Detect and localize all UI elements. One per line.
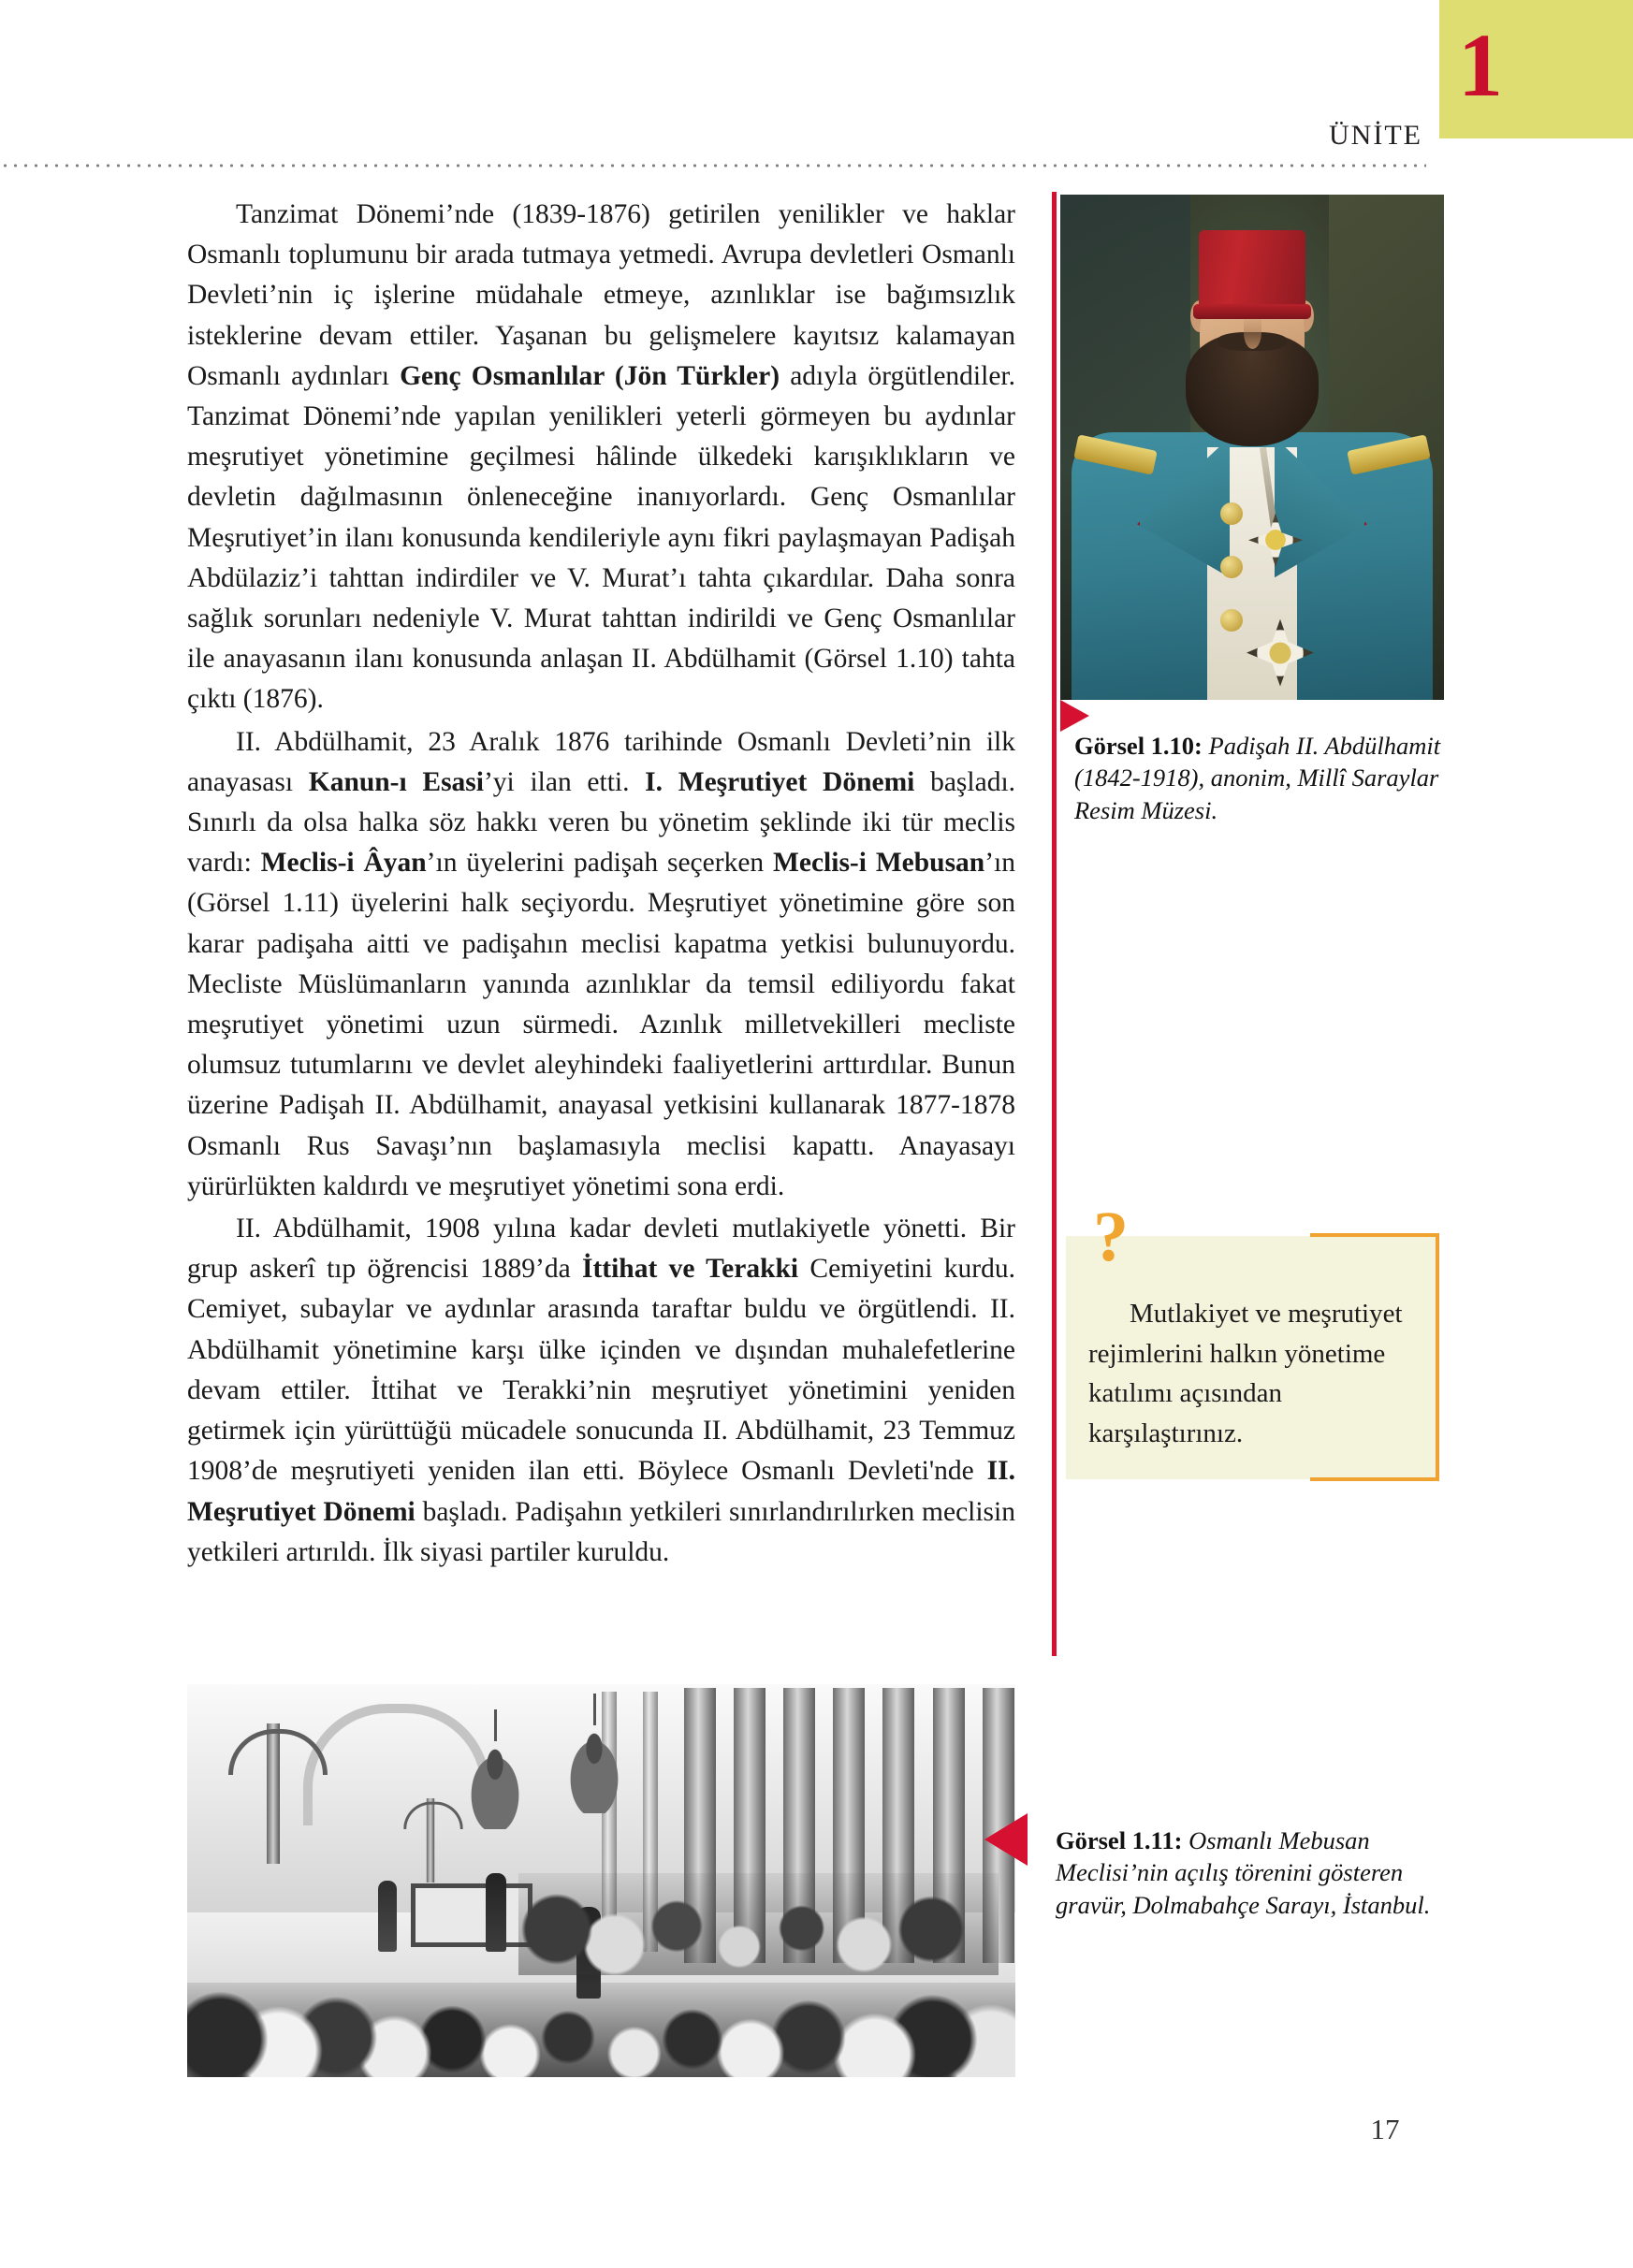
engraving-dais [411,1883,532,1947]
question-mark-icon: ? [1093,1198,1129,1276]
figure-image-gorsel-1-11 [187,1684,1015,2077]
portrait-button-2 [1220,556,1243,578]
unit-label: ÜNİTE [1329,120,1422,151]
engraving-figure-left [378,1881,397,1952]
caption-pointer-triangle-icon-1-11 [984,1813,1028,1866]
figure-image-gorsel-1-10 [1060,195,1444,700]
paragraph-1: Tanzimat Dönemi’nde (1839-1876) getirilen yenilikler ve haklar Osmanlı toplumunu bir arada tutmaya yetmedi. Avrupa devletleri Osmanlı Devleti’nin iç işlerine müdahale etmeye, azınlıklar ise bağımsızlık isteklerine devam ettiler. Yaşanan bu gelişmelere kayıtsız kalamayan Osmanlı aydınları Genç Osmanlılar (Jön Türkler) adıyla örgütlendiler. Tanzimat Dönemi’nde yapılan yenilikleri yeterli görmeyen bu aydınlar meşrutiyet yönetimine geçilmesi hâlinde ülkedeki karışıklıkların ve devletin dağılmasının önleneceğine inanıyorlardı. Genç Osmanlılar Meşrutiyet’in ilanı konusunda kendileriyle aynı fikri paylaşmayan Padişah Abdülaziz’i tahttan indirdiler ve V. Murat’ı tahta çıkardılar. Daha sonra sağlık sorunları nedeniyle V. Murat tahttan indirildi ve Genç Osmanlılar ile anayasanın ilanı konusunda anlaşan II. Abdülhamit (Görsel 1.10) tahta çıktı (1876). [187,199,1015,715]
caption-gorsel-1-10 [1074,730,1449,826]
caption-text-1-10: Padişah II. Abdülhamit (1842-1918), anonim, Millî Saraylar Resim Müzesi. [1074,732,1441,824]
engraving-candelabra-left [228,1723,318,1864]
engraving-candelabra-mid [404,1798,459,1883]
engraving-crowd-foreground [187,1983,1015,2077]
unit-number: 1 [1458,15,1503,115]
portrait-button-3 [1220,609,1243,632]
caption-label-1-10: Görsel 1.10: [1074,732,1203,760]
paragraph-3: II. Abdülhamit, 1908 yılına kadar devleti mutlakiyetle yönetti. Bir grup askerî tıp öğrencisi 1889’da İttihat ve Terakki Cemiyetini kurdu. Cemiyet, subaylar ve aydınlar arasında taraftar buldu ve örgütlendi. II. Abdülhamit yönetimine karşı ülke içinden ve dışından muhalefetlerine devam ettiler. İttihat ve Terakki’nin meşrutiyet yönetimini yeniden getirmek için yürüttüğü mücadele sonucunda II. Abdülhamit, 23 Temmuz 1908’de meşrutiyeti yeniden ilan etti. Böylece Osmanlı Devleti'nde II. Meşrutiyet Dönemi başladı. Padişahın yetkileri sınırlandırılırken meclisin yetkileri artırıldı. İlk siyasi partiler kuruldu. [187,1214,1016,1567]
portrait-abdulhamit-ii-illustration [1060,195,1444,700]
caption-text-1-11: Osmanlı Mebusan Meclisi’nin açılış törenini gösteren gravür, Dolmabahçe Sarayı, İstanbul. [1056,1826,1431,1919]
portrait-fez-hat [1199,230,1305,311]
page-number: 17 [1370,2113,1400,2145]
header-dotted-rule [0,164,1426,167]
main-text-column [187,195,1015,1575]
vertical-red-divider [1052,192,1057,1656]
portrait-nose [1244,315,1261,349]
engraving-crowd-middle [518,1873,999,1975]
question-box-text: Mutlakiyet ve meşrutiyet rejimlerini halkın yönetime katılımı açısından karşılaştırınız. [1088,1299,1403,1448]
engraving-figure-speaker [486,1873,506,1952]
engraving-chandelier-1 [460,1739,530,1829]
caption-label-1-11: Görsel 1.11: [1056,1826,1183,1854]
paragraph-2: II. Abdülhamit, 23 Aralık 1876 tarihinde Osmanlı Devleti’nin ilk anayasası Kanun-ı Esasi’yi ilan etti. I. Meşrutiyet Dönemi başladı. Sınırlı da olsa halka söz hakkı veren bu yönetim şeklinde iki tür meclis vardı: Meclis-i Âyan’ın üyelerini padişah seçerken Meclis-i Mebusan’ın (Görsel 1.11) üyelerini halk seçiyordu. Meşrutiyet yönetimine göre son karar padişaha aitti ve padişahın meclisi kapatma yetkisi bulunuyordu. Mecliste Müslümanların yanında azınlıklar da temsil ediliyordu fakat meşrutiyet yönetimi uzun sürmedi. Azınlık milletvekilleri mecliste olumsuz tutumlarını ve devlet aleyhindeki faaliyetlerini arttırdılar. Bunun üzerine Padişah II. Abdülhamit, anayasal yetkisini kullanarak 1877-1878 Osmanlı Rus Savaşı’nın başlamasıyla meclisi kapattı. Anayasayı yürürlükten kaldırdı ve meşrutiyet yönetimi sona erdi. [187,726,1016,1201]
caption-pointer-triangle-icon-1-10 [1060,700,1089,732]
caption-gorsel-1-11 [1056,1825,1449,1921]
engraving-chandelier-2 [560,1723,629,1813]
